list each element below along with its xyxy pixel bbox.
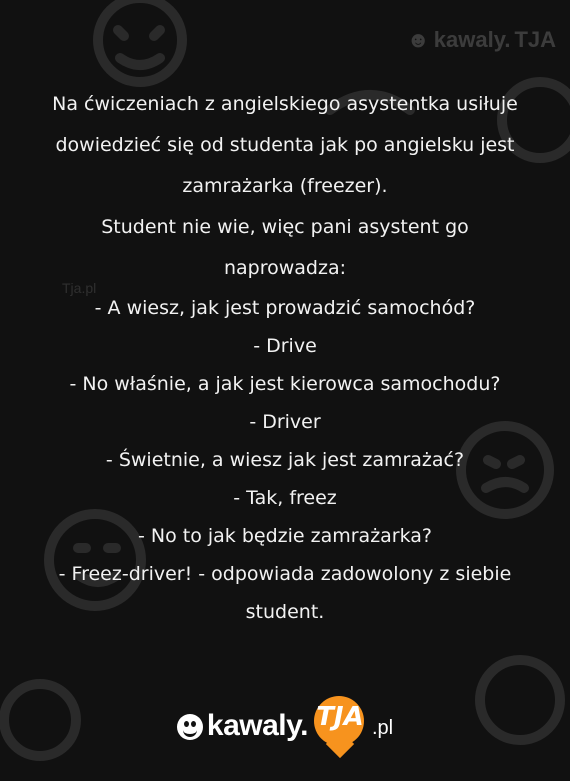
small-watermark: Tja.pl: [62, 280, 97, 296]
joke-line: - A wiesz, jak jest prowadzić samochód?: [94, 297, 476, 319]
joke-line: - No to jak będzie zamrażarka?: [137, 525, 433, 547]
joke-line: - Tak, freez: [233, 487, 337, 509]
joke-line: naprowadza:: [223, 257, 347, 279]
joke-line: - Freez-driver! - odpowiada zadowolony z siebie: [58, 563, 512, 585]
footer-brand: kawaly.: [206, 709, 308, 742]
watermark-badge: TJA: [514, 27, 556, 52]
joke-line: - Świetnie, a wiesz jak jest zamrażać?: [105, 449, 465, 471]
watermark-smiley-icon: ☻: [406, 27, 430, 52]
footer-logo[interactable]: [0, 690, 570, 746]
watermark-brand: kawaly.: [433, 27, 511, 52]
joke-text: [20, 84, 550, 631]
joke-line: Na ćwiczeniach z angielskiego asystentka usiłuje: [52, 93, 518, 115]
footer-tld: .pl: [371, 717, 394, 739]
tja-badge-text: TJA: [316, 702, 364, 732]
joke-line: Student nie wie, więc pani asystent go: [101, 216, 469, 238]
joke-line: zamrażarka (freezer).: [182, 175, 388, 197]
watermark-logo: [407, 27, 556, 53]
tja-badge-icon: [310, 690, 370, 746]
joke-line: - No właśnie, a jak jest kierowca samochodu?: [69, 373, 501, 395]
joke-line: student.: [245, 601, 325, 623]
joke-line: - Driver: [249, 411, 321, 433]
joke-line: - Drive: [253, 335, 317, 357]
smiley-icon: [177, 714, 203, 740]
joke-line: dowiedzieć się od studenta jak po angielsku jest: [55, 134, 515, 156]
